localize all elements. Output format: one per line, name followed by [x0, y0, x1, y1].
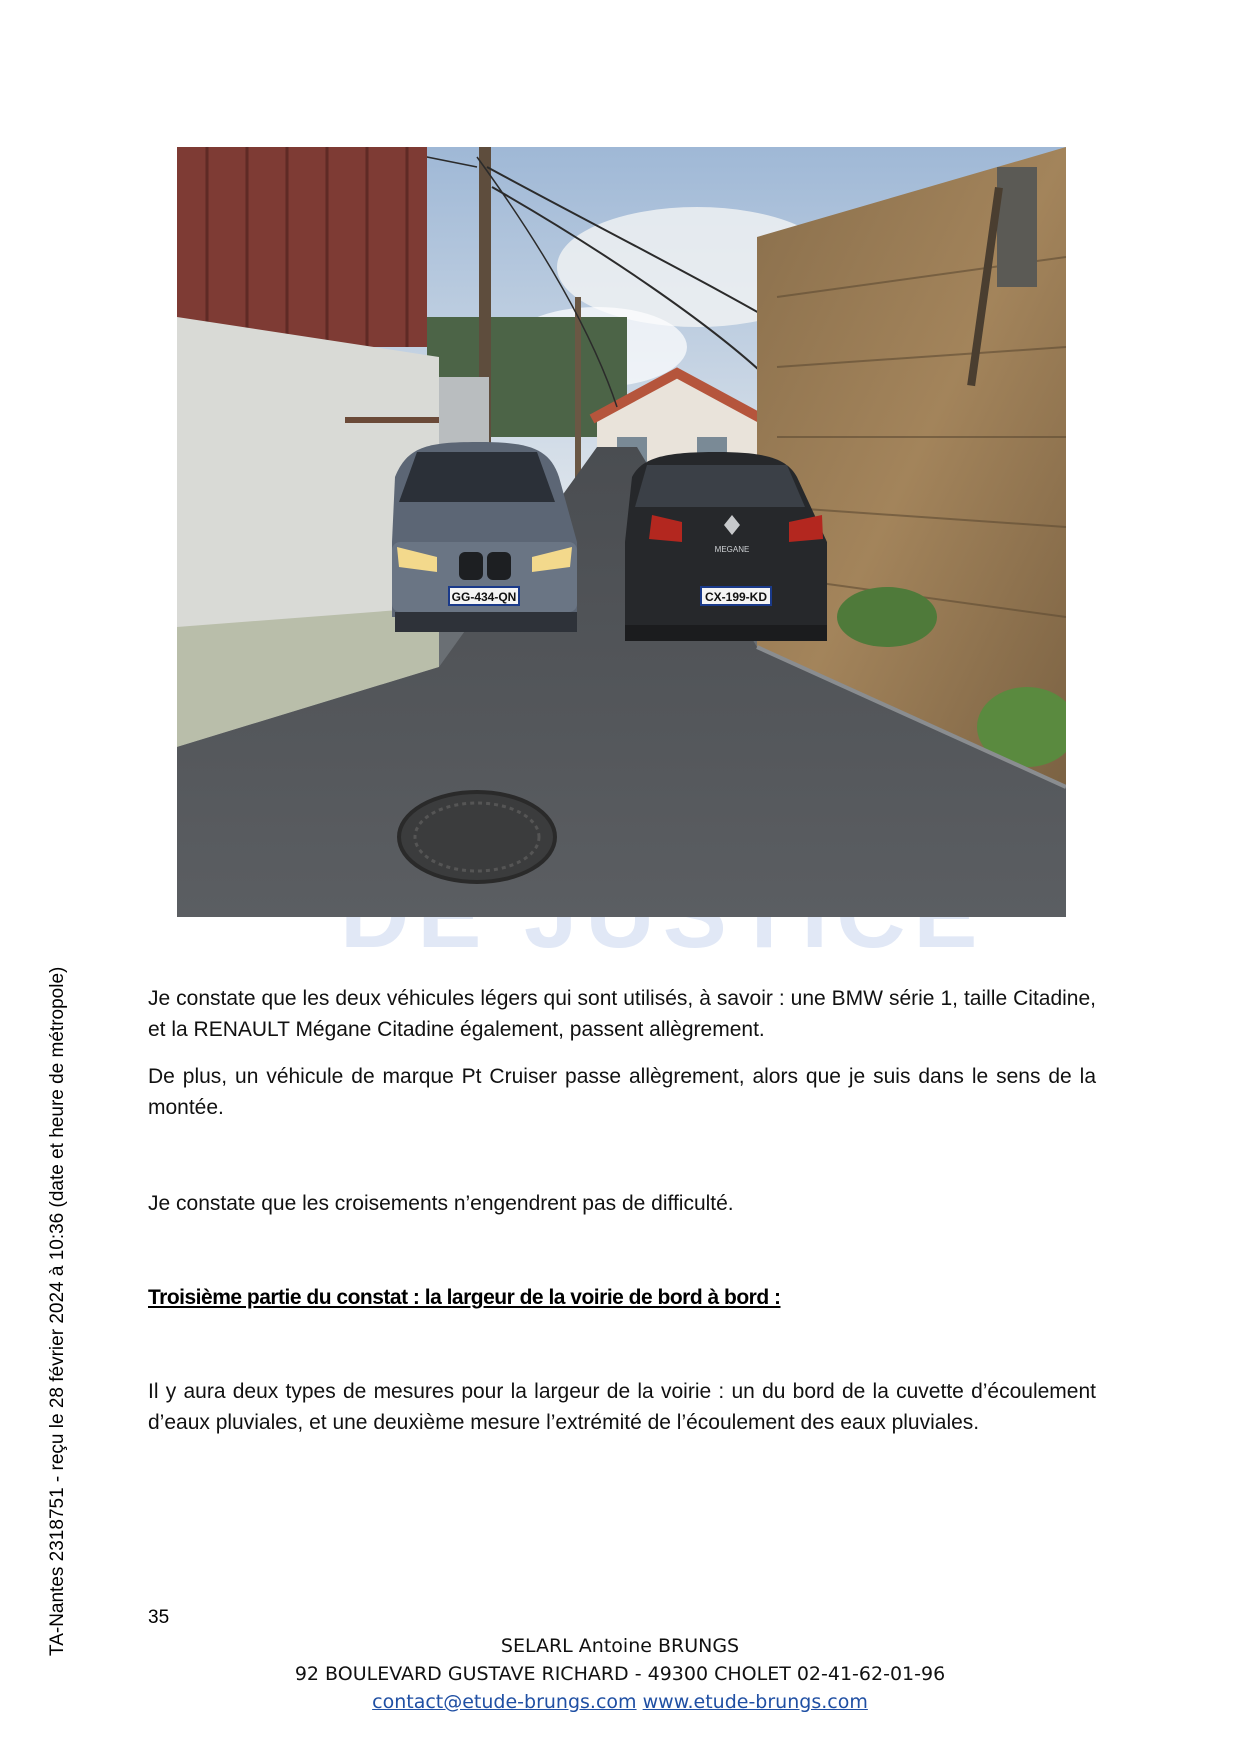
paragraph-4: Il y aura deux types de mesures pour la largeur de la voirie : un du bord de la cuvette d’écoulement d’eaux pluviales, et une deuxième mesure l’extrémité de l’écoulement des eaux pluviales.: [148, 1380, 1096, 1434]
footer-email-link[interactable]: contact@etude-brungs.com: [372, 1691, 637, 1713]
plate-left: GG-434-QN: [451, 590, 517, 604]
paragraph-2: De plus, un véhicule de marque Pt Cruiser passe allègrement, alors que je suis dans le sens de la montée.: [148, 1065, 1096, 1119]
margin-note: TA-Nantes 2318751 - reçu le 28 février 2024 à 10:36 (date et heure de métropole): [47, 966, 68, 1656]
footer-company: SELARL Antoine BRUNGS: [500, 1635, 740, 1657]
page-number: 35: [148, 1607, 170, 1628]
street-photo: [177, 147, 1066, 917]
paragraph-3: Je constate que les croisements n’engendrent pas de difficulté.: [148, 1192, 734, 1215]
section-heading: Troisième partie du constat : la largeur de la voirie de bord à bord :: [148, 1286, 781, 1309]
paragraph-1: Je constate que les deux véhicules légers qui sont utilisés, à savoir : une BMW série 1, taille Citadine, et la RENAULT Mégane Citadine également, passent allègrement.: [148, 987, 1096, 1041]
street-photo-drawing: [177, 147, 1066, 917]
footer: [280, 1632, 960, 1716]
badge-right: MEGANE: [714, 545, 750, 554]
footer-website-link[interactable]: www.etude-brungs.com: [642, 1691, 868, 1713]
plate-right: CX-199-KD: [704, 590, 768, 604]
footer-address: 92 BOULEVARD GUSTAVE RICHARD - 49300 CHOLET 02-41-62-01-96: [294, 1663, 946, 1685]
footer-links: [280, 1688, 960, 1716]
